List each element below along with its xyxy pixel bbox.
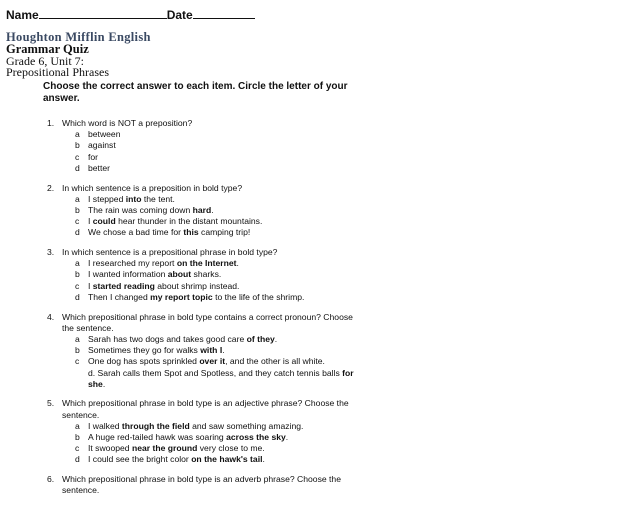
option-text: I wanted information xyxy=(88,269,168,280)
option-text: against xyxy=(88,140,116,151)
bold-phrase: across the sky xyxy=(226,432,286,443)
answer-option[interactable] xyxy=(0,129,368,140)
answer-option[interactable] xyxy=(0,140,368,151)
name-date-line xyxy=(6,8,255,22)
answer-option[interactable] xyxy=(0,194,368,205)
option-text: the tent. xyxy=(141,193,175,204)
option-letter[interactable]: a xyxy=(75,333,80,344)
option-text: sharks. xyxy=(191,269,222,280)
question-6 xyxy=(0,474,640,496)
option-text: . xyxy=(102,378,106,389)
question-prompt: Which word is NOT a preposition? xyxy=(62,118,193,128)
question-4 xyxy=(0,312,640,390)
option-letter[interactable]: c xyxy=(75,280,80,291)
question-1 xyxy=(0,118,640,174)
bold-phrase: started reading xyxy=(92,280,155,291)
option-text: and saw something amazing. xyxy=(189,420,304,431)
question-text xyxy=(0,312,362,334)
date-label: Date xyxy=(166,8,193,22)
option-text: very close to me. xyxy=(197,443,265,454)
name-label: Name xyxy=(6,8,39,22)
option-text: better xyxy=(88,162,110,173)
option-letter[interactable]: a xyxy=(75,193,80,204)
option-letter[interactable]: c xyxy=(75,356,80,367)
option-text: One dog has spots sprinkled xyxy=(88,356,200,367)
option-text: camping trip! xyxy=(198,227,251,238)
option-text: Sometimes they go for walks xyxy=(88,345,201,356)
question-number: 5. xyxy=(47,398,55,409)
answer-option[interactable] xyxy=(0,292,368,303)
option-text: Sarah has two dogs and takes good care xyxy=(88,333,247,344)
question-text xyxy=(0,398,362,420)
question-number: 4. xyxy=(47,311,55,322)
option-letter[interactable]: a xyxy=(75,420,80,431)
question-3 xyxy=(0,247,640,303)
option-letter[interactable]: c xyxy=(75,216,80,227)
option-letter[interactable]: c xyxy=(75,151,80,162)
option-text: , and the other is all white. xyxy=(225,356,325,367)
option-text: to the life of the shrimp. xyxy=(212,291,305,302)
option-text: We chose a bad time for xyxy=(88,227,184,238)
option-text: between xyxy=(88,129,121,140)
answer-option[interactable] xyxy=(0,216,368,227)
question-number: 1. xyxy=(47,118,55,128)
bold-phrase: could xyxy=(92,216,116,227)
option-text: I stepped xyxy=(88,193,126,204)
option-letter[interactable]: d xyxy=(75,454,80,465)
option-text: . xyxy=(236,258,239,269)
option-text: about shrimp instead. xyxy=(154,280,240,291)
bold-phrase: of they xyxy=(246,333,275,344)
option-text: . xyxy=(211,204,214,215)
option-text: Then I changed xyxy=(88,291,151,302)
option-letter[interactable]: b xyxy=(75,269,80,280)
bold-phrase: hard xyxy=(192,204,212,215)
answer-option[interactable] xyxy=(0,227,368,238)
option-text: I walked xyxy=(88,420,122,431)
answer-option[interactable] xyxy=(0,432,368,443)
answer-option[interactable] xyxy=(0,368,368,390)
answer-option[interactable] xyxy=(0,163,368,174)
option-text: I xyxy=(88,216,93,227)
question-text xyxy=(0,118,362,129)
bold-phrase: on the hawk's tail xyxy=(191,454,263,465)
question-number: 2. xyxy=(47,182,55,193)
answer-option[interactable] xyxy=(0,356,368,367)
date-blank[interactable] xyxy=(193,8,255,19)
option-letter[interactable]: d xyxy=(75,291,80,302)
bold-phrase: for she xyxy=(88,367,354,389)
bold-phrase: through the field xyxy=(121,420,190,431)
option-text: The rain was coming down xyxy=(88,204,193,215)
option-letter[interactable]: c xyxy=(75,443,80,454)
option-letter[interactable]: b xyxy=(75,432,80,443)
question-2 xyxy=(0,183,640,239)
option-text: for xyxy=(88,151,99,162)
question-prompt: In which sentence is a preposition in bold type? xyxy=(62,182,243,193)
option-letter[interactable]: b xyxy=(75,140,80,151)
option-text: A huge red-tailed hawk was soaring xyxy=(88,432,227,443)
bold-phrase: with I xyxy=(200,345,223,356)
question-5 xyxy=(0,398,640,465)
answer-option[interactable] xyxy=(0,454,368,465)
answer-option[interactable] xyxy=(0,345,368,356)
answer-option[interactable] xyxy=(0,269,368,280)
bold-phrase: about xyxy=(167,269,192,280)
question-prompt: Which prepositional phrase in bold type is an adverb phrase? Choose the sentence. xyxy=(62,474,341,496)
question-number: 3. xyxy=(47,247,55,258)
answer-option[interactable] xyxy=(0,443,368,454)
bold-phrase: this xyxy=(183,227,199,238)
question-prompt: In which sentence is a prepositional phrase in bold type? xyxy=(62,247,278,258)
option-letter[interactable]: d xyxy=(75,227,80,238)
option-letter[interactable]: a xyxy=(75,258,80,269)
answer-option[interactable] xyxy=(0,334,368,345)
option-letter[interactable]: a xyxy=(75,129,80,140)
option-text: It swooped xyxy=(88,443,132,454)
answer-option[interactable] xyxy=(0,205,368,216)
option-text: . xyxy=(285,432,289,443)
grade-unit: Grade 6, Unit 7: xyxy=(6,54,84,68)
answer-option[interactable] xyxy=(0,152,368,163)
bold-phrase: on the Internet xyxy=(176,258,237,269)
option-text: . xyxy=(274,333,278,344)
option-letter[interactable]: d xyxy=(75,162,80,173)
topic: Prepositional Phrases xyxy=(6,65,109,79)
publisher: Houghton Mifflin English xyxy=(6,30,151,44)
question-prompt: Which prepositional phrase in bold type contains a correct pronoun? Choose the sentence. xyxy=(62,311,353,333)
answer-option[interactable] xyxy=(0,281,368,292)
name-blank[interactable] xyxy=(39,8,167,19)
question-text xyxy=(0,183,362,194)
question-number: 6. xyxy=(47,474,55,485)
option-text: I researched my report xyxy=(88,258,177,269)
question-prompt: Which prepositional phrase in bold type is an adjective phrase? Choose the sentence. xyxy=(62,398,349,420)
option-letter[interactable]: b xyxy=(75,345,80,356)
answer-option[interactable] xyxy=(0,258,368,269)
option-text: I xyxy=(88,280,93,291)
option-text: d. Sarah calls them Spot and Spotless, and they catch tennis balls xyxy=(88,367,343,378)
instructions: Choose the correct answer to each item. Circle the letter of your answer. xyxy=(43,81,348,104)
option-text: hear thunder in the distant mountains. xyxy=(115,216,263,227)
option-text: I could see the bright color xyxy=(88,454,192,465)
option-text: . xyxy=(262,454,265,465)
question-text xyxy=(0,247,362,258)
bold-phrase: over it xyxy=(199,356,226,367)
bold-phrase: my report topic xyxy=(150,291,213,302)
question-text xyxy=(0,474,362,496)
question-list xyxy=(0,118,640,505)
quiz-title: Grammar Quiz xyxy=(6,42,89,56)
answer-option[interactable] xyxy=(0,421,368,432)
bold-phrase: near the ground xyxy=(131,443,198,454)
bold-phrase: into xyxy=(125,193,142,204)
option-text: . xyxy=(222,345,225,356)
option-letter[interactable]: b xyxy=(75,204,80,215)
